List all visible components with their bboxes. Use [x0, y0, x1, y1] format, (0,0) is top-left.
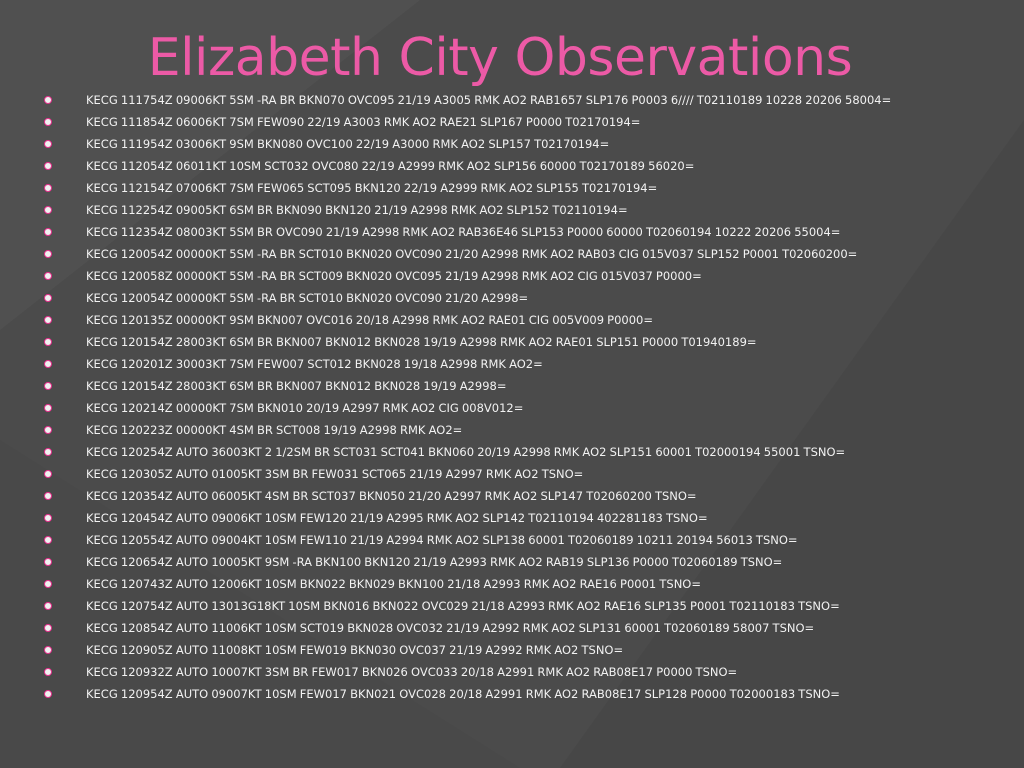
bullet-icon: [44, 140, 52, 148]
bullet-icon: [44, 118, 52, 126]
observation-text: KECG 120201Z 30003KT 7SM FEW007 SCT012 BKN028 19/18 A2998 RMK AO2=: [86, 357, 543, 371]
observation-list: [44, 92, 924, 708]
observation-text: KECG 112254Z 09005KT 6SM BR BKN090 BKN120 21/19 A2998 RMK AO2 SLP152 T02110194=: [86, 203, 628, 217]
observation-item: [44, 554, 924, 570]
observation-text: KECG 112054Z 06011KT 10SM SCT032 OVC080 22/19 A2999 RMK AO2 SLP156 60000 T02170189 56020=: [86, 159, 695, 173]
observation-item: [44, 422, 924, 438]
observation-text: KECG 120223Z 00000KT 4SM BR SCT008 19/19 A2998 RMK AO2=: [86, 423, 463, 437]
bullet-icon: [44, 272, 52, 280]
observation-item: [44, 444, 924, 460]
observation-item: [44, 576, 924, 592]
observation-item: [44, 114, 924, 130]
bullet-icon: [44, 96, 52, 104]
observation-item: [44, 334, 924, 350]
observation-text: KECG 120954Z AUTO 09007KT 10SM FEW017 BKN021 OVC028 20/18 A2991 RMK AO2 RAB08E17 SLP128 P0000 T02000183 TSNO=: [86, 687, 840, 701]
observation-item: [44, 664, 924, 680]
observation-item: [44, 400, 924, 416]
observation-item: [44, 268, 924, 284]
bullet-icon: [44, 228, 52, 236]
observation-item: [44, 598, 924, 614]
observation-item: [44, 642, 924, 658]
observation-item: [44, 686, 924, 702]
observation-text: KECG 120214Z 00000KT 7SM BKN010 20/19 A2997 RMK AO2 CIG 008V012=: [86, 401, 524, 415]
observation-text: KECG 120054Z 00000KT 5SM -RA BR SCT010 BKN020 OVC090 21/20 A2998 RMK AO2 RAB03 CIG 015V037 SLP152 P0001 T02060200=: [86, 247, 858, 261]
bullet-icon: [44, 646, 52, 654]
observation-text: KECG 120654Z AUTO 10005KT 9SM -RA BKN100 BKN120 21/19 A2993 RMK AO2 RAB19 SLP136 P0000 T02060189 TSNO=: [86, 555, 783, 569]
observation-text: KECG 111754Z 09006KT 5SM -RA BR BKN070 OVC095 21/19 A3005 RMK AO2 RAB1657 SLP176 P0003 6//// T02110189 10228 20206 58004=: [86, 93, 892, 107]
bullet-icon: [44, 602, 52, 610]
observation-text: KECG 120905Z AUTO 11008KT 10SM FEW019 BKN030 OVC037 21/19 A2992 RMK AO2 TSNO=: [86, 643, 624, 657]
observation-item: [44, 510, 924, 526]
bullet-icon: [44, 426, 52, 434]
observation-text: KECG 120743Z AUTO 12006KT 10SM BKN022 BKN029 BKN100 21/18 A2993 RMK AO2 RAE16 P0001 TSNO=: [86, 577, 701, 591]
observation-item: [44, 290, 924, 306]
observation-text: KECG 111854Z 06006KT 7SM FEW090 22/19 A3003 RMK AO2 RAE21 SLP167 P0000 T02170194=: [86, 115, 641, 129]
observation-text: KECG 120354Z AUTO 06005KT 4SM BR SCT037 BKN050 21/20 A2997 RMK AO2 SLP147 T02060200 TSNO=: [86, 489, 697, 503]
observation-text: KECG 120305Z AUTO 01005KT 3SM BR FEW031 SCT065 21/19 A2997 RMK AO2 TSNO=: [86, 467, 584, 481]
observation-text: KECG 112354Z 08003KT 5SM BR OVC090 21/19 A2998 RMK AO2 RAB36E46 SLP153 P0000 60000 T02060194 10222 20206 55004=: [86, 225, 841, 239]
bullet-icon: [44, 206, 52, 214]
bullet-icon: [44, 250, 52, 258]
observation-text: KECG 120054Z 00000KT 5SM -RA BR SCT010 BKN020 OVC090 21/20 A2998=: [86, 291, 529, 305]
observation-item: [44, 620, 924, 636]
observation-item: [44, 488, 924, 504]
observation-item: [44, 356, 924, 372]
bullet-icon: [44, 558, 52, 566]
bullet-icon: [44, 536, 52, 544]
bullet-icon: [44, 470, 52, 478]
observation-item: [44, 158, 924, 174]
bullet-icon: [44, 184, 52, 192]
observation-text: KECG 120135Z 00000KT 9SM BKN007 OVC016 20/18 A2998 RMK AO2 RAE01 CIG 005V009 P0000=: [86, 313, 654, 327]
observation-item: [44, 312, 924, 328]
observation-text: KECG 120058Z 00000KT 5SM -RA BR SCT009 BKN020 OVC095 21/19 A2998 RMK AO2 CIG 015V037 P0000=: [86, 269, 702, 283]
bullet-icon: [44, 360, 52, 368]
observation-item: [44, 224, 924, 240]
observation-item: [44, 92, 924, 108]
bullet-icon: [44, 492, 52, 500]
bullet-icon: [44, 514, 52, 522]
bullet-icon: [44, 294, 52, 302]
observation-text: KECG 120154Z 28003KT 6SM BR BKN007 BKN012 BKN028 19/19 A2998=: [86, 379, 507, 393]
bullet-icon: [44, 316, 52, 324]
observation-text: KECG 120154Z 28003KT 6SM BR BKN007 BKN012 BKN028 19/19 A2998 RMK AO2 RAE01 SLP151 P0000 T01940189=: [86, 335, 757, 349]
bullet-icon: [44, 448, 52, 456]
observation-item: [44, 246, 924, 262]
bullet-icon: [44, 338, 52, 346]
bullet-icon: [44, 690, 52, 698]
observation-text: KECG 111954Z 03006KT 9SM BKN080 OVC100 22/19 A3000 RMK AO2 SLP157 T02170194=: [86, 137, 610, 151]
bullet-icon: [44, 404, 52, 412]
observation-item: [44, 136, 924, 152]
slide-title: Elizabeth City Observations: [147, 28, 853, 88]
observation-item: [44, 202, 924, 218]
bullet-icon: [44, 162, 52, 170]
observation-text: KECG 120932Z AUTO 10007KT 3SM BR FEW017 BKN026 OVC033 20/18 A2991 RMK AO2 RAB08E17 P0000 TSNO=: [86, 665, 738, 679]
bullet-icon: [44, 668, 52, 676]
observation-text: KECG 112154Z 07006KT 7SM FEW065 SCT095 BKN120 22/19 A2999 RMK AO2 SLP155 T02170194=: [86, 181, 658, 195]
observation-item: [44, 180, 924, 196]
bullet-icon: [44, 624, 52, 632]
observation-text: KECG 120854Z AUTO 11006KT 10SM SCT019 BKN028 OVC032 21/19 A2992 RMK AO2 SLP131 60001 T02060189 58007 TSNO=: [86, 621, 815, 635]
observation-item: [44, 378, 924, 394]
bullet-icon: [44, 382, 52, 390]
observation-item: [44, 466, 924, 482]
observation-text: KECG 120254Z AUTO 36003KT 2 1/2SM BR SCT031 SCT041 BKN060 20/19 A2998 RMK AO2 SLP151 60001 T02000194 55001 TSNO=: [86, 445, 846, 459]
observation-text: KECG 120754Z AUTO 13013G18KT 10SM BKN016 BKN022 OVC029 21/18 A2993 RMK AO2 RAE16 SLP135 P0001 T02110183 TSNO=: [86, 599, 840, 613]
bullet-icon: [44, 580, 52, 588]
observation-item: [44, 532, 924, 548]
observation-text: KECG 120454Z AUTO 09006KT 10SM FEW120 21/19 A2995 RMK AO2 SLP142 T02110194 402281183 TSNO=: [86, 511, 708, 525]
observation-text: KECG 120554Z AUTO 09004KT 10SM FEW110 21/19 A2994 RMK AO2 SLP138 60001 T02060189 10211 20194 56013 TSNO=: [86, 533, 798, 547]
